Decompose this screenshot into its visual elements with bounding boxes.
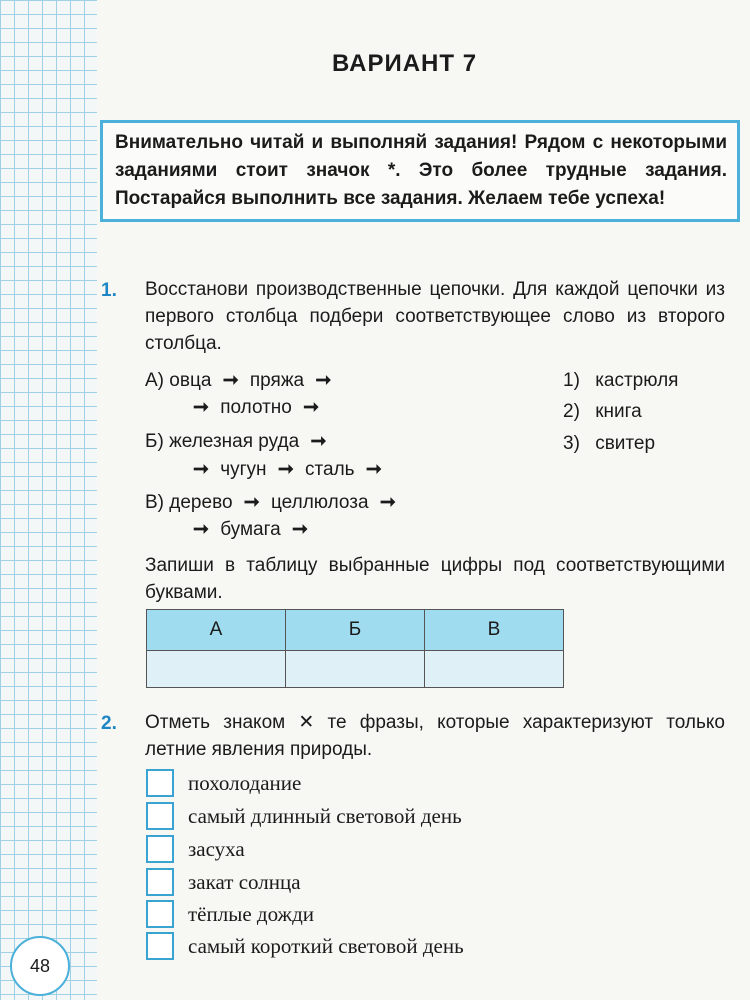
option-2-number: 2): [563, 401, 580, 422]
chain-a-letter: А): [145, 370, 164, 391]
arrow-icon: ➞: [193, 459, 209, 480]
chain-b-word-1: железная руда: [169, 431, 300, 452]
option-1: [563, 370, 678, 392]
chain-b-line2: [187, 455, 388, 485]
variant-title: ВАРИАНТ 7: [332, 50, 478, 77]
option-2-word: книга: [595, 401, 642, 422]
arrow-icon: ➞: [277, 459, 294, 480]
option-3-word: свитер: [595, 433, 656, 454]
answer-table: [146, 609, 564, 688]
task-2-number: 2.: [101, 713, 117, 734]
answer-cell-a[interactable]: [147, 651, 286, 688]
chain-b-letter: Б): [145, 431, 164, 452]
chain-c-letter: В): [145, 492, 164, 513]
answer-cell-b[interactable]: [286, 651, 425, 688]
chain-b-line1: [145, 427, 332, 457]
table-instruction: Запиши в таблицу выбранные цифры под соответствующими буквами.: [145, 555, 725, 603]
arrow-icon: ➞: [315, 370, 332, 391]
checkbox-option-3[interactable]: [146, 833, 245, 865]
chain-a-line2: [187, 393, 325, 423]
arrow-icon: ➞: [365, 459, 382, 480]
arrow-icon: ➞: [222, 370, 239, 391]
checkbox-option-5[interactable]: [146, 898, 314, 930]
checkbox-option-label: самый длинный световой день: [188, 803, 462, 828]
graph-paper-margin: [0, 0, 97, 1000]
checkbox-option-label: самый короткий световой день: [188, 933, 464, 958]
checkbox-option-label: закат солнца: [188, 869, 301, 894]
task-1-number: 1.: [101, 280, 117, 301]
checkbox-option-label: тёплые дожди: [188, 901, 314, 926]
task-2-text: Отметь знаком ✕ те фразы, которые характеризуют только летние явления природы.: [145, 712, 725, 760]
answer-header-c: В: [425, 610, 564, 651]
answer-header-a: А: [147, 610, 286, 651]
checkbox[interactable]: [146, 835, 174, 863]
arrow-icon: ➞: [379, 492, 396, 513]
checkbox-option-label: похолодание: [188, 770, 302, 795]
checkbox[interactable]: [146, 868, 174, 896]
chain-a-word-1: овца: [169, 370, 212, 391]
task-1-text: Восстанови производственные цепочки. Для каждой цепочки из первого столбца подбери соответствующее слово из второго столбца.: [145, 279, 725, 354]
chain-c-word-3: бумага: [220, 519, 281, 540]
checkbox-option-4[interactable]: [146, 866, 301, 898]
checkbox-option-2[interactable]: [146, 800, 462, 832]
checkbox[interactable]: [146, 769, 174, 797]
option-1-number: 1): [563, 370, 580, 391]
chain-b-word-2: чугун: [220, 459, 267, 480]
chain-a-word-2: пряжа: [249, 370, 305, 391]
chain-c-word-1: дерево: [169, 492, 233, 513]
option-2: [563, 401, 642, 423]
option-1-word: кастрюля: [595, 370, 679, 391]
instructions-box: Внимательно читай и выполняй задания! Рядом с некоторыми заданиями стоит значок *. Это более трудные задания. Постарайся выполнить все задания. Желаем тебе успеха!: [100, 120, 740, 222]
checkbox[interactable]: [146, 802, 174, 830]
arrow-icon: ➞: [303, 397, 320, 418]
checkbox[interactable]: [146, 932, 174, 960]
checkbox-option-label: засуха: [188, 836, 245, 861]
answer-cell-c[interactable]: [425, 651, 564, 688]
arrow-icon: ➞: [193, 397, 209, 418]
chain-a-line1: [145, 366, 337, 396]
chain-c-line1: [145, 488, 402, 518]
chain-a-word-3: полотно: [220, 397, 292, 418]
workbook-page: [97, 0, 750, 1000]
chain-b-word-3: сталь: [305, 459, 355, 480]
checkbox[interactable]: [146, 900, 174, 928]
arrow-icon: ➞: [291, 519, 308, 540]
arrow-icon: ➞: [193, 519, 209, 540]
arrow-icon: ➞: [243, 492, 260, 513]
option-3: [563, 433, 655, 455]
chain-c-word-2: целлюлоза: [271, 492, 369, 513]
chain-c-line2: [187, 515, 314, 545]
answer-header-b: Б: [286, 610, 425, 651]
arrow-icon: ➞: [310, 431, 327, 452]
page-number: 48: [10, 936, 70, 996]
option-3-number: 3): [563, 433, 580, 454]
checkbox-option-1[interactable]: [146, 767, 301, 799]
checkbox-option-6[interactable]: [146, 930, 464, 962]
